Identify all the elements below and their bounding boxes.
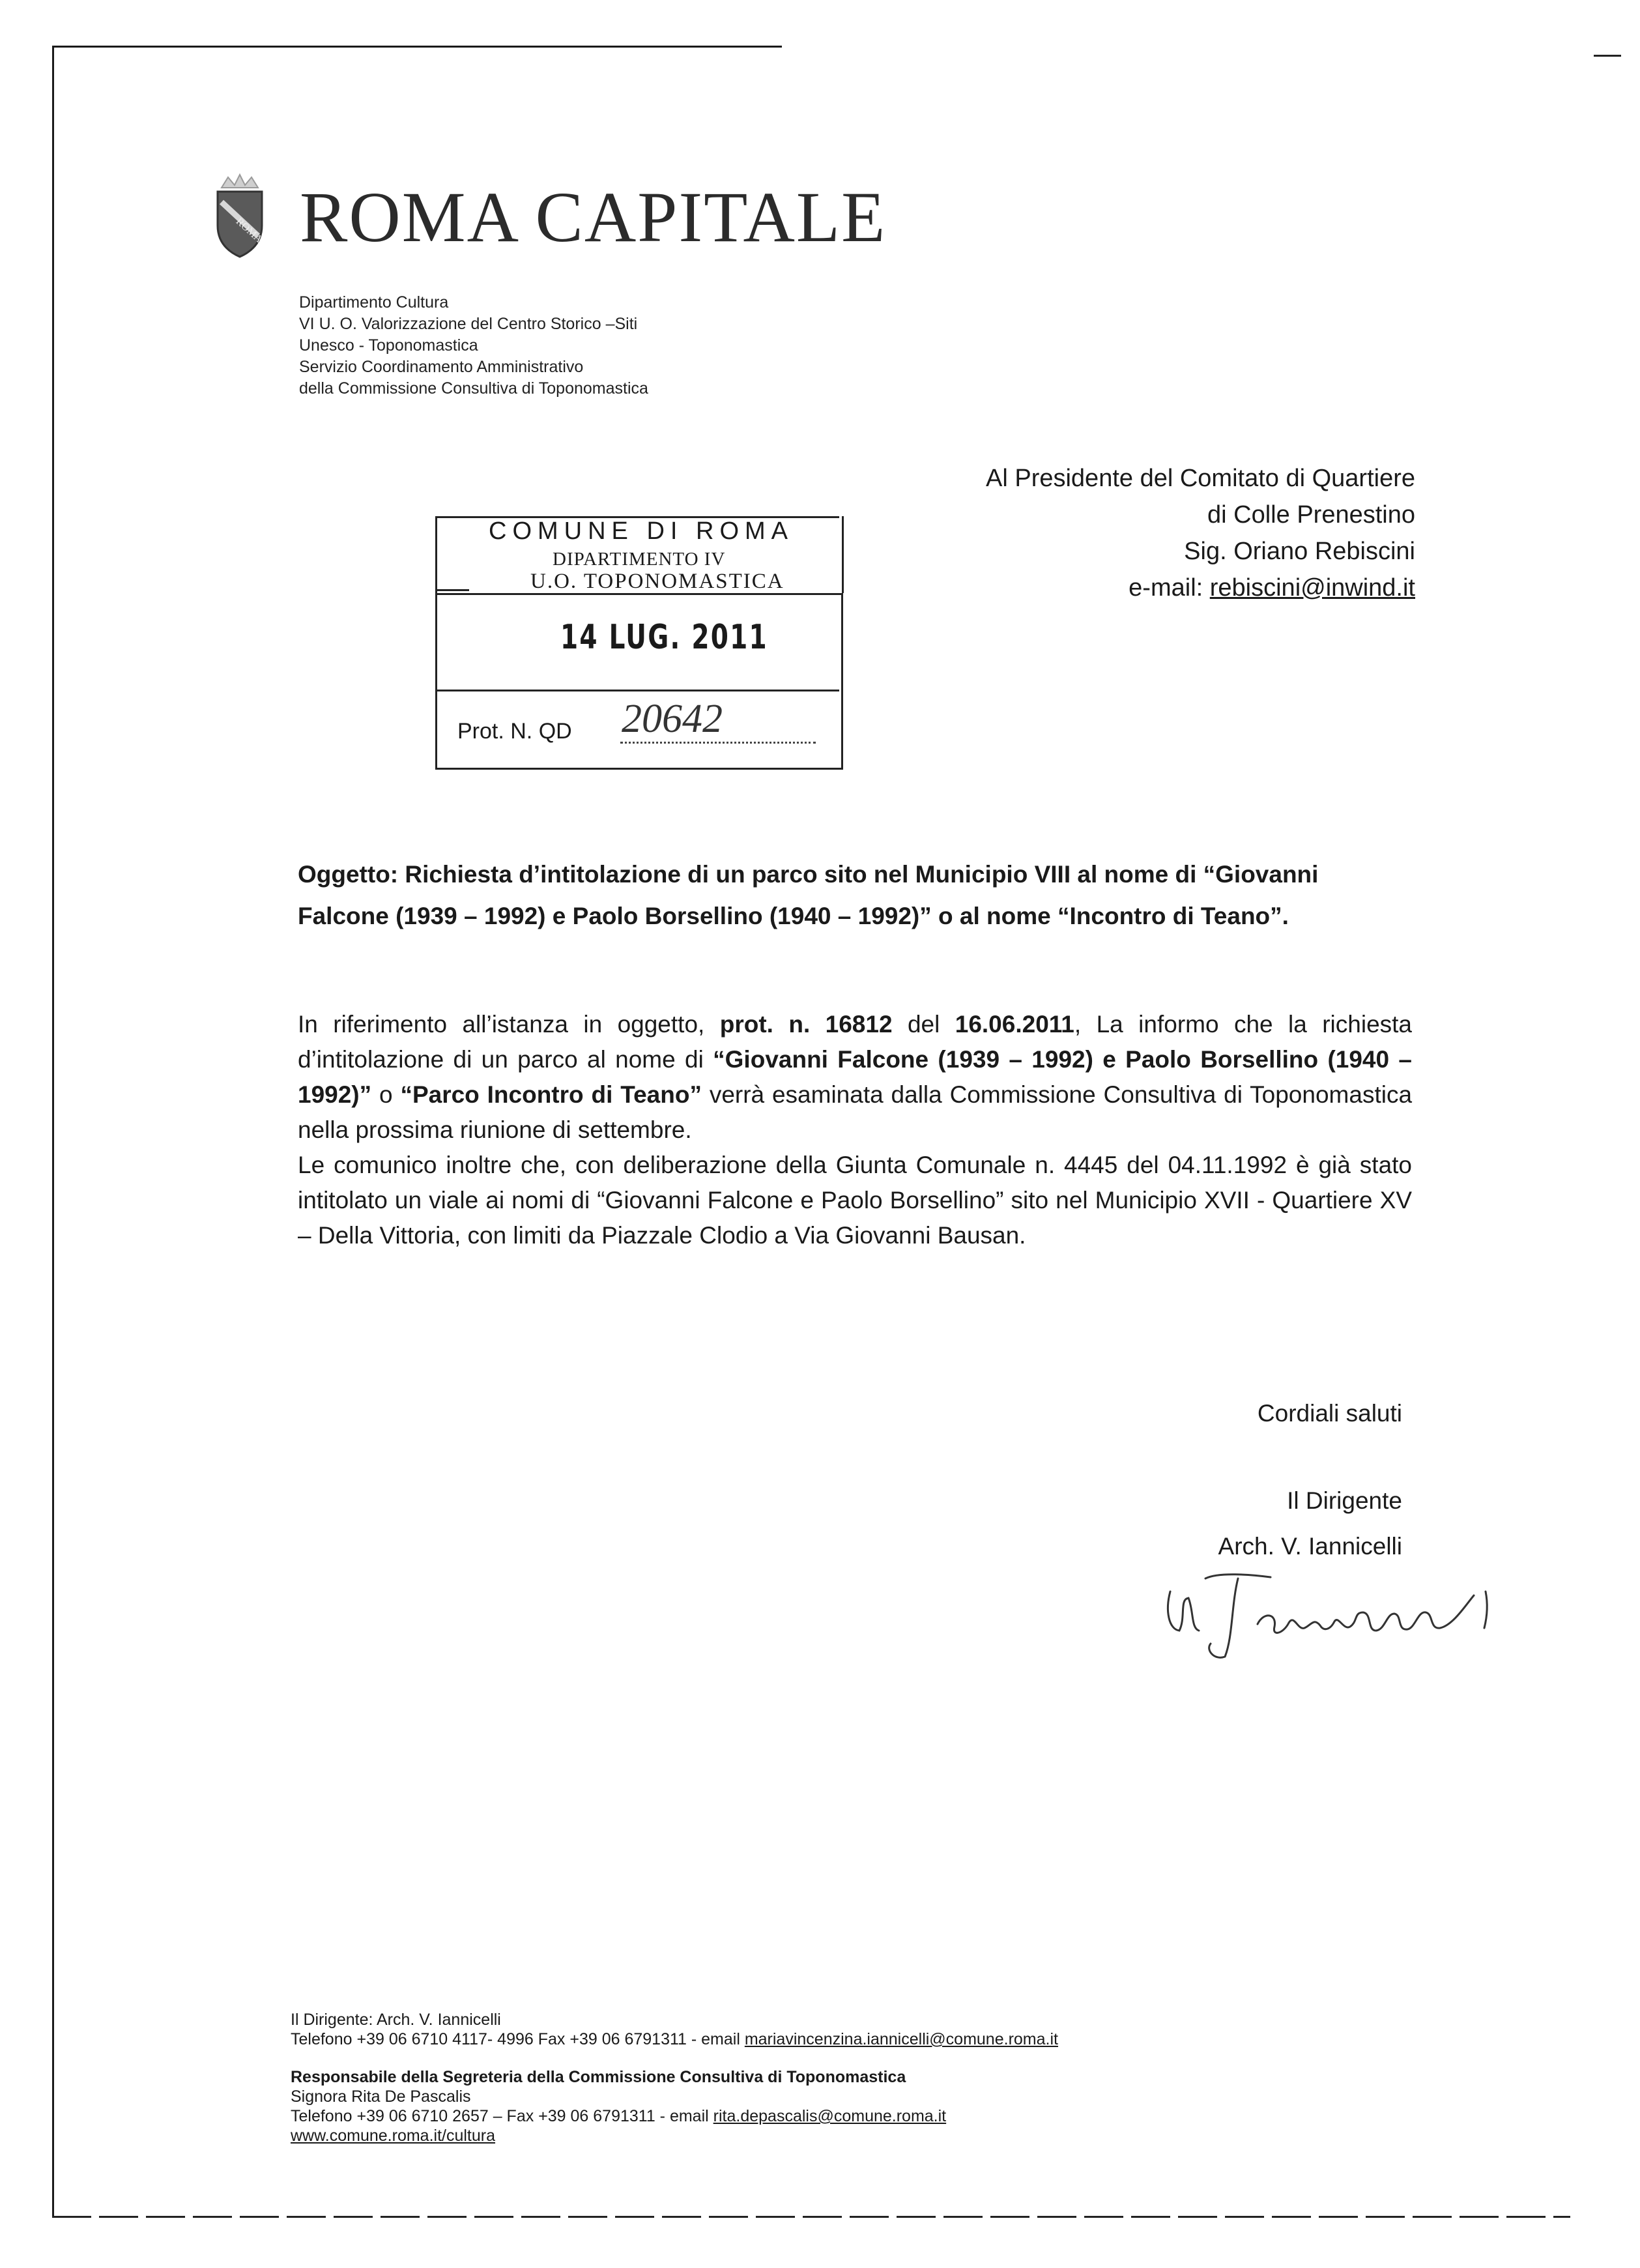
salutation: Cordiali saluti — [1257, 1400, 1402, 1427]
recipient-email-row — [986, 570, 1415, 606]
stamp-office: U.O. TOPONOMASTICA — [530, 570, 784, 593]
recipient-address — [986, 460, 1415, 606]
signer-name: Arch. V. Iannicelli — [1218, 1533, 1402, 1560]
recipient-line: Sig. Oriano Rebiscini — [1184, 538, 1415, 565]
body-text: , La informo che la richiesta d’intitolazione di un parco al nome di — [298, 1011, 1413, 1073]
stamp-dotted-line — [620, 742, 816, 744]
footer-line — [291, 2029, 1058, 2049]
stamp-divider — [435, 690, 839, 692]
crest-text: ROMA — [233, 216, 265, 246]
letter-footer — [291, 2010, 1058, 2145]
department-line: Unesco - Toponomastica — [299, 336, 478, 355]
roma-crest-icon — [209, 171, 271, 262]
body-text: del — [892, 1011, 955, 1038]
stamp-protocol-label: Prot. N. QD — [457, 719, 572, 744]
recipient-line: di Colle Prenestino — [1207, 501, 1415, 529]
footer-heading: Responsabile della Segreteria della Commissione Consultiva di Toponomastica — [291, 2068, 906, 2086]
page-border-left — [52, 46, 54, 2216]
corner-mark — [1594, 55, 1621, 57]
website-link[interactable]: www.comune.roma.it/cultura — [291, 2127, 496, 2145]
stamp-date: 14 LUG. 2011 — [560, 618, 768, 657]
letter-body — [298, 1007, 1412, 1253]
stamp-rule — [842, 516, 844, 593]
body-paragraph-2: Le comunico inoltre che, con deliberazione della Giunta Comunale n. 4445 del 04.11.1992 è già stato intitolato un viale ai nomi di “Giovanni Falcone e Paolo Borsellino” sito nel Municipio XVII - Quartiere XV – Della Vittoria, con limiti da Piazzale Clodio a Via Giovanni Bausan. — [298, 1152, 1412, 1249]
footer-gap — [291, 2049, 1058, 2067]
recipient-line: Al Presidente del Comitato di Quartiere — [986, 465, 1415, 492]
stamp-department: DIPARTIMENTO IV — [553, 549, 726, 570]
alternative-name: “Parco Incontro di Teano” — [400, 1081, 702, 1108]
protocol-date: 16.06.2011 — [955, 1011, 1074, 1038]
department-block — [299, 292, 648, 400]
subject-label: Oggetto: — [298, 861, 399, 888]
handwritten-signature — [1160, 1565, 1499, 1663]
footer-line: Il Dirigente: Arch. V. Iannicelli — [291, 2011, 501, 2029]
body-paragraph-1 — [298, 1007, 1412, 1148]
subject-text: Richiesta d’intitolazione di un parco sito nel Municipio VIII al nome di “Giovanni Falcone (1939 – 1992) e Paolo Borsellino (1940 – 1992)” o al nome “Incontro di Teano”. — [298, 861, 1319, 929]
email-label: e-mail: — [1129, 574, 1210, 602]
department-line: VI U. O. Valorizzazione del Centro Storico –Siti — [299, 315, 638, 333]
signer-role: Il Dirigente — [1287, 1487, 1402, 1514]
body-text: o — [371, 1081, 401, 1108]
subject-line — [298, 854, 1412, 937]
stamp-title: COMUNE DI ROMA — [489, 517, 794, 545]
dirigente-email-link[interactable]: mariavincenzina.iannicelli@comune.roma.it — [744, 2030, 1058, 2048]
body-text: In riferimento all’istanza in oggetto, — [298, 1011, 720, 1038]
secretary-email-link[interactable]: rita.depascalis@comune.roma.it — [713, 2107, 947, 2125]
stamp-rule — [435, 516, 438, 593]
footer-text: Telefono +39 06 6710 4117- 4996 Fax +39 06 6791311 - email — [291, 2030, 745, 2048]
footer-line — [291, 2106, 1058, 2126]
body-text: verrà esaminata dalla Commissione Consultiva di Toponomastica nella prossima riunione di settembre. — [298, 1081, 1413, 1143]
proposed-name: “Giovanni Falcone (1939 – 1992) e Paolo Borsellino (1940 – 1992)” — [298, 1046, 1412, 1108]
page-border-top — [52, 46, 782, 48]
footer-line: Signora Rita De Pascalis — [291, 2087, 471, 2106]
department-line: della Commissione Consultiva di Toponomastica — [299, 379, 648, 398]
footer-text: Telefono +39 06 6710 2657 – Fax +39 06 6791311 - email — [291, 2107, 713, 2125]
page-border-bottom — [52, 2216, 1570, 2218]
recipient-email-link[interactable]: rebiscini@inwind.it — [1209, 574, 1415, 602]
stamp-protocol-number: 20642 — [622, 697, 723, 741]
stamp-rule — [437, 589, 469, 592]
department-line: Servizio Coordinamento Amministrativo — [299, 358, 584, 376]
footer-line — [291, 2126, 1058, 2145]
protocol-ref: prot. n. 16812 — [719, 1011, 893, 1038]
department-line: Dipartimento Cultura — [299, 293, 449, 312]
protocol-stamp — [438, 517, 843, 771]
logo-text: ROMA CAPITALE — [300, 177, 887, 257]
